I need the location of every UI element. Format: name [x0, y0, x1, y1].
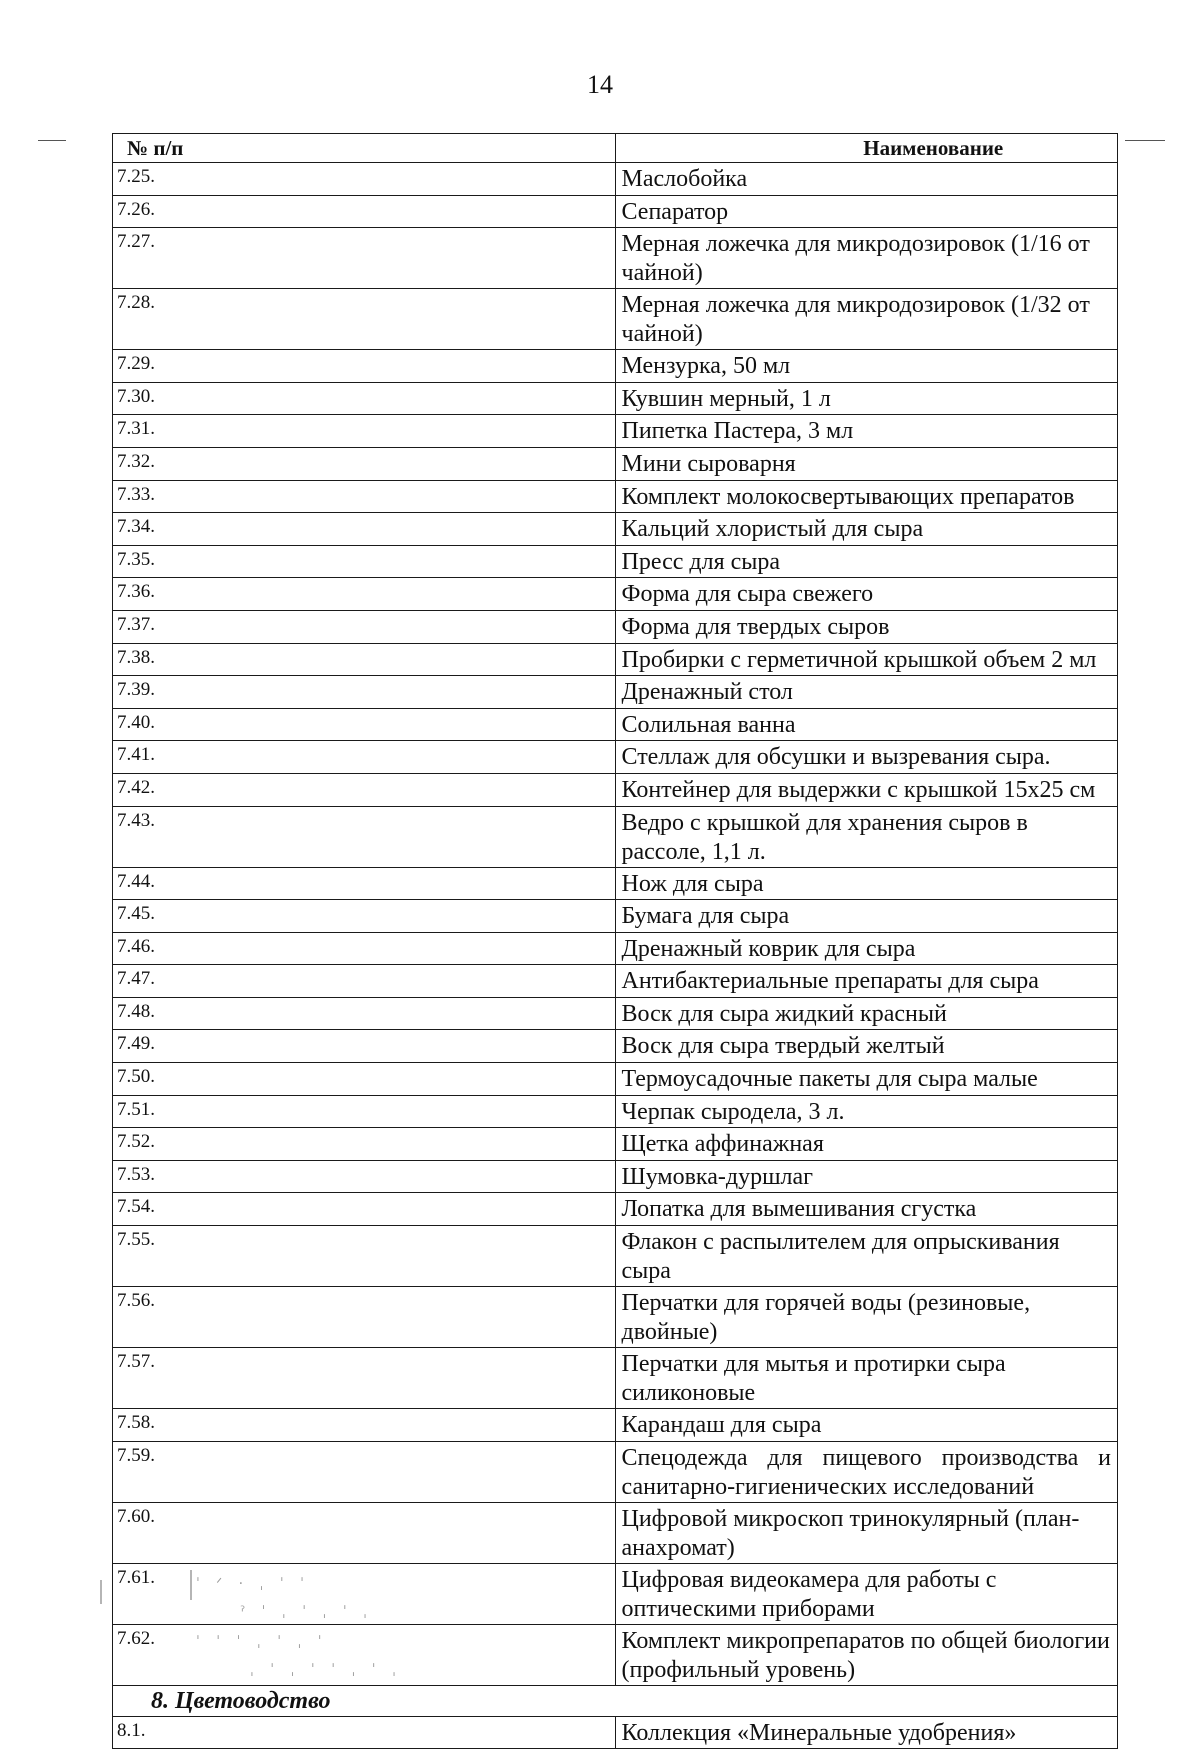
- item-name: Мини сыроварня: [615, 447, 1118, 480]
- table-row: [113, 741, 1118, 774]
- table-row: [113, 1502, 1118, 1563]
- table-row: [113, 195, 1118, 228]
- table-row: [113, 1441, 1118, 1502]
- item-name: Бумага для сыра: [615, 900, 1118, 933]
- item-name: Дренажный коврик для сыра: [615, 932, 1118, 965]
- table-body: [113, 163, 1118, 1749]
- item-number: 7.45.: [113, 900, 616, 933]
- item-number: 7.61.: [113, 1563, 616, 1624]
- table-row: [113, 382, 1118, 415]
- item-number: 7.56.: [113, 1287, 616, 1348]
- table-row: [113, 289, 1118, 350]
- table-row: [113, 513, 1118, 546]
- item-name: Перчатки для горячей воды (резиновые, двойные): [615, 1287, 1118, 1348]
- table-row: [113, 900, 1118, 933]
- item-number: 7.31.: [113, 415, 616, 448]
- page-number: 14: [587, 70, 613, 99]
- item-name: Пресс для сыра: [615, 545, 1118, 578]
- scan-artifact-right: [1125, 140, 1165, 141]
- item-number: 7.33.: [113, 480, 616, 513]
- table-row: [113, 1030, 1118, 1063]
- table-row: [113, 578, 1118, 611]
- column-header-number: № п/п: [113, 134, 616, 163]
- item-number: 7.36.: [113, 578, 616, 611]
- table-row: [113, 708, 1118, 741]
- table-row: [113, 997, 1118, 1030]
- item-name: Ведро с крышкой для хранения сыров в рассоле, 1,1 л.: [615, 806, 1118, 867]
- item-name: Мензурка, 50 мл: [615, 350, 1118, 383]
- item-number: 8.1.: [113, 1716, 616, 1749]
- item-number: 7.41.: [113, 741, 616, 774]
- table-row: [113, 1095, 1118, 1128]
- item-name: Кальций хлористый для сыра: [615, 513, 1118, 546]
- item-name: Пробирки с герметичной крышкой объем 2 мл: [615, 643, 1118, 676]
- item-name: Щетка аффинажная: [615, 1128, 1118, 1161]
- item-number: 7.44.: [113, 867, 616, 900]
- table-row: [113, 1716, 1118, 1749]
- table-row: [113, 350, 1118, 383]
- table-row: [113, 610, 1118, 643]
- table-row: [113, 932, 1118, 965]
- item-name: Перчатки для мытья и протирки сыра силиконовые: [615, 1348, 1118, 1409]
- item-name: Антибактериальные препараты для сыра: [615, 965, 1118, 998]
- table-row: [113, 1160, 1118, 1193]
- table-row: [113, 545, 1118, 578]
- table-row: [113, 806, 1118, 867]
- item-number: 7.39.: [113, 676, 616, 709]
- item-number: 7.25.: [113, 163, 616, 196]
- table-row: [113, 773, 1118, 806]
- item-number: 7.51.: [113, 1095, 616, 1128]
- item-name: Цифровая видеокамера для работы с оптическими приборами: [615, 1563, 1118, 1624]
- item-name: Комплект микропрепаратов по общей биологии (профильный уровень): [615, 1624, 1118, 1685]
- table-row: [113, 228, 1118, 289]
- item-number: 7.43.: [113, 806, 616, 867]
- item-name: Мерная ложечка для микродозировок (1/32 от чайной): [615, 289, 1118, 350]
- item-name: Кувшин мерный, 1 л: [615, 382, 1118, 415]
- item-name: Нож для сыра: [615, 867, 1118, 900]
- item-number: 7.62.: [113, 1624, 616, 1685]
- item-number: 7.52.: [113, 1128, 616, 1161]
- item-name: Цифровой микроскоп тринокулярный (план-анахромат): [615, 1502, 1118, 1563]
- item-number: 7.32.: [113, 447, 616, 480]
- table-row: [113, 1063, 1118, 1096]
- item-number: 7.60.: [113, 1502, 616, 1563]
- item-number: 7.35.: [113, 545, 616, 578]
- table-row: [113, 1287, 1118, 1348]
- item-name: Маслобойка: [615, 163, 1118, 196]
- table-row: [113, 643, 1118, 676]
- column-header-name: Наименование: [615, 134, 1118, 163]
- item-number: 7.28.: [113, 289, 616, 350]
- item-name: Воск для сыра твердый желтый: [615, 1030, 1118, 1063]
- item-number: 7.30.: [113, 382, 616, 415]
- item-name: Форма для твердых сыров: [615, 610, 1118, 643]
- item-number: 7.50.: [113, 1063, 616, 1096]
- item-name: Карандаш для сыра: [615, 1409, 1118, 1442]
- item-name: Термоусадочные пакеты для сыра малые: [615, 1063, 1118, 1096]
- item-number: 7.54.: [113, 1193, 616, 1226]
- item-number: 7.49.: [113, 1030, 616, 1063]
- item-name: Спецодежда для пищевого производства и санитарно-гигиенических исследований: [615, 1441, 1118, 1502]
- item-number: 7.37.: [113, 610, 616, 643]
- item-name: Коллекция «Минеральные удобрения»: [615, 1716, 1118, 1749]
- item-name: Лопатка для вымешивания сгустка: [615, 1193, 1118, 1226]
- item-name: Солильная ванна: [615, 708, 1118, 741]
- item-name: Пипетка Пастера, 3 мл: [615, 415, 1118, 448]
- table-row: [113, 447, 1118, 480]
- item-number: 7.38.: [113, 643, 616, 676]
- item-number: 7.59.: [113, 1441, 616, 1502]
- item-number: 7.57.: [113, 1348, 616, 1409]
- item-name: Шумовка-дуршлаг: [615, 1160, 1118, 1193]
- item-number: 7.26.: [113, 195, 616, 228]
- item-number: 7.40.: [113, 708, 616, 741]
- table-row: [113, 676, 1118, 709]
- item-number: 7.29.: [113, 350, 616, 383]
- table-row: [113, 965, 1118, 998]
- item-name: Флакон с распылителем для опрыскивания сыра: [615, 1226, 1118, 1287]
- table-row: [113, 415, 1118, 448]
- item-number: 7.47.: [113, 965, 616, 998]
- scan-artifact-left: [38, 140, 66, 141]
- table-row: [113, 867, 1118, 900]
- table-row: [113, 1226, 1118, 1287]
- item-name: Сепаратор: [615, 195, 1118, 228]
- section-title: 8. Цветоводство: [113, 1685, 1118, 1716]
- table-header-row: [113, 134, 1118, 163]
- item-name: Контейнер для выдержки с крышкой 15х25 см: [615, 773, 1118, 806]
- item-name: Черпак сыродела, 3 л.: [615, 1095, 1118, 1128]
- table-row: [113, 1409, 1118, 1442]
- item-number: 7.48.: [113, 997, 616, 1030]
- item-number: 7.55.: [113, 1226, 616, 1287]
- table-row: [113, 1193, 1118, 1226]
- item-number: 7.27.: [113, 228, 616, 289]
- item-name: Стеллаж для обсушки и вызревания сыра.: [615, 741, 1118, 774]
- item-name: Комплект молокосвертывающих препаратов: [615, 480, 1118, 513]
- item-number: 7.58.: [113, 1409, 616, 1442]
- item-name: Воск для сыра жидкий красный: [615, 997, 1118, 1030]
- faint-stamp-marks: ˈ ᐟ · ˌ ˈ ˈ ˀ ˈ ˌ ˈ ˌ ˈ ˌ ˈ ˈ ˈ ˌ ˈ ˌ ˈ ˌ ˈ ˌ ˈ ˈ ˌ ˈ ˌ: [100, 1570, 700, 1690]
- item-number: 7.42.: [113, 773, 616, 806]
- table-row: [113, 480, 1118, 513]
- table-row: [113, 1128, 1118, 1161]
- item-name: Форма для сыра свежего: [615, 578, 1118, 611]
- item-number: 7.34.: [113, 513, 616, 546]
- item-name: Дренажный стол: [615, 676, 1118, 709]
- item-number: 7.46.: [113, 932, 616, 965]
- item-name: Мерная ложечка для микродозировок (1/16 от чайной): [615, 228, 1118, 289]
- table-row: [113, 163, 1118, 196]
- item-number: 7.53.: [113, 1160, 616, 1193]
- equipment-table: [112, 133, 1118, 1749]
- table-row: [113, 1348, 1118, 1409]
